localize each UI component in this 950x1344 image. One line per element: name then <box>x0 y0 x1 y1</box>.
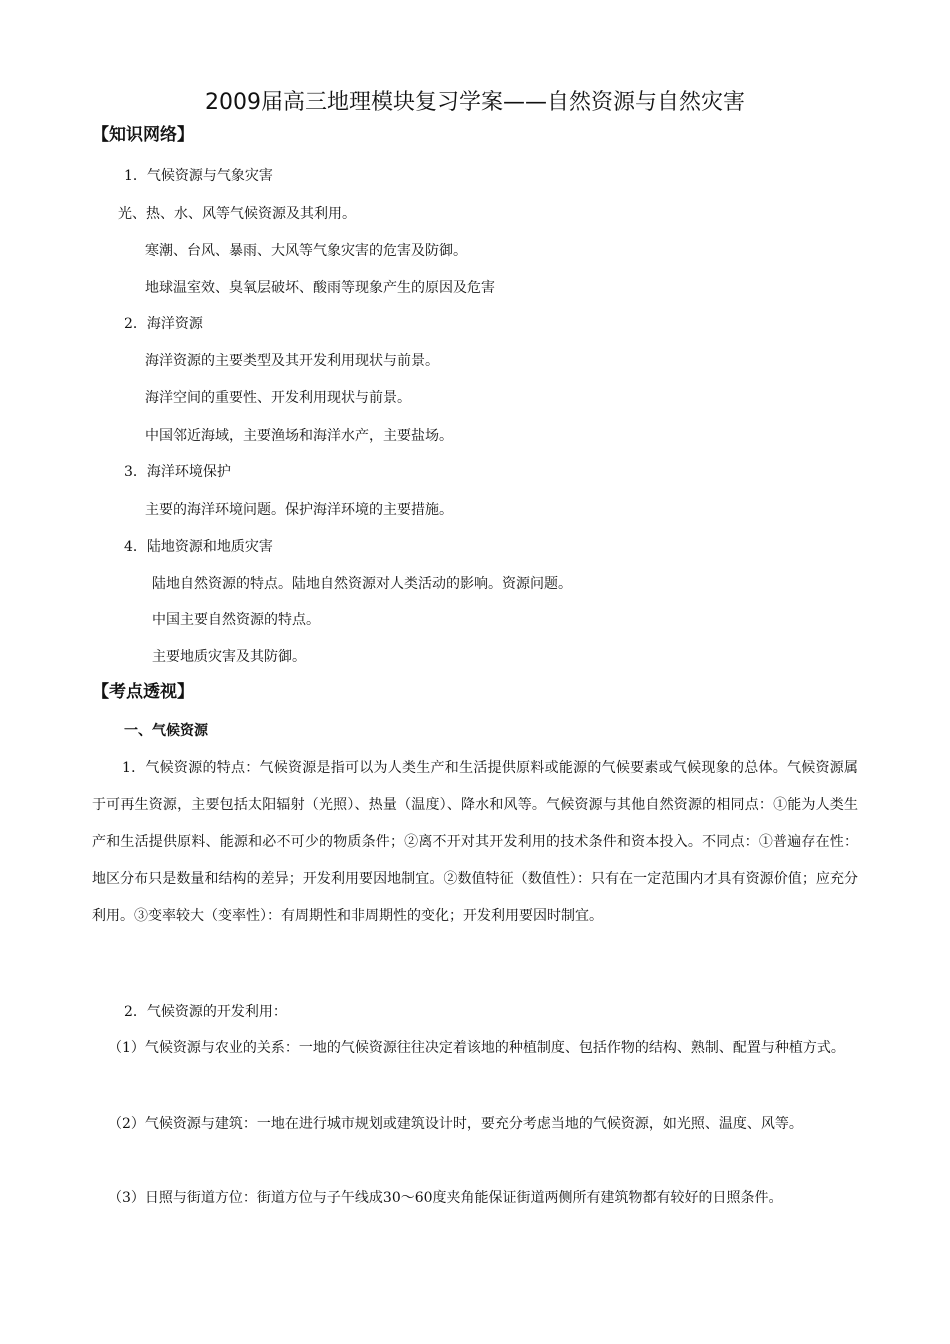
list-item: 主要的海洋环境问题。保护海洋环境的主要措施。 <box>145 502 453 518</box>
paragraph: 1．气候资源的特点：气候资源是指可以为人类生产和生活提供原料或能源的气候要素或气候现象的总体。气候资源属于可再生资源，主要包括太阳辐射（光照）、热量（温度）、降水和风等。气候资源与其他自然资源的相同点：①能为人类生产和生活提供原料、能源和必不可少的物质条件；②离不开对其开发利用的技术条件和资本投入。不同点：①普遍存在性：地区分布只是数量和结构的差异；开发利用要因地制宜。②数值特征（数值性）：只有在一定范围内才具有资源价值；应充分利用。③变率较大（变率性）：有周期性和非周期性的变化；开发利用要因时制宜。 <box>92 760 858 924</box>
list-item: 光、热、水、风等气候资源及其利用。 <box>118 206 356 222</box>
paragraph: 2．气候资源的开发利用： <box>124 1004 287 1020</box>
section-title: 一、气候资源 <box>124 723 208 739</box>
list-item: 2．海洋资源 <box>124 316 203 332</box>
list-item: 寒潮、台风、暴雨、大风等气象灾害的危害及防御。 <box>145 243 467 259</box>
list-item: 地球温室效、臭氧层破坏、酸雨等现象产生的原因及危害 <box>145 280 495 296</box>
list-item: 海洋空间的重要性、开发利用现状与前景。 <box>145 390 411 406</box>
paragraph: （2）气候资源与建筑：一地在进行城市规划或建筑设计时，要充分考虑当地的气候资源，如光照、温度、风等。 <box>108 1116 803 1132</box>
list-item: 3．海洋环境保护 <box>124 464 231 480</box>
list-item: 中国邻近海域，主要渔场和海洋水产，主要盐场。 <box>145 428 453 444</box>
exam-points-heading: 【考点透视】 <box>92 682 194 702</box>
knowledge-network-heading: 【知识网络】 <box>92 125 194 145</box>
list-item: 海洋资源的主要类型及其开发利用现状与前景。 <box>145 353 439 369</box>
paragraph: （3）日照与街道方位：街道方位与子午线成30～60度夹角能保证街道两侧所有建筑物都有较好的日照条件。 <box>108 1190 783 1206</box>
list-item: 4．陆地资源和地质灾害 <box>124 539 273 555</box>
list-item: 1．气候资源与气象灾害 <box>124 168 273 184</box>
document-title: 2009届高三地理模块复习学案——自然资源与自然灾害 <box>205 90 745 115</box>
paragraph: （1）气候资源与农业的关系：一地的气候资源往往决定着该地的种植制度、包括作物的结构、熟制、配置与种植方式。 <box>108 1040 845 1056</box>
list-item: 主要地质灾害及其防御。 <box>152 649 306 665</box>
list-item: 陆地自然资源的特点。陆地自然资源对人类活动的影响。资源问题。 <box>152 576 572 592</box>
list-item: 中国主要自然资源的特点。 <box>152 612 320 628</box>
